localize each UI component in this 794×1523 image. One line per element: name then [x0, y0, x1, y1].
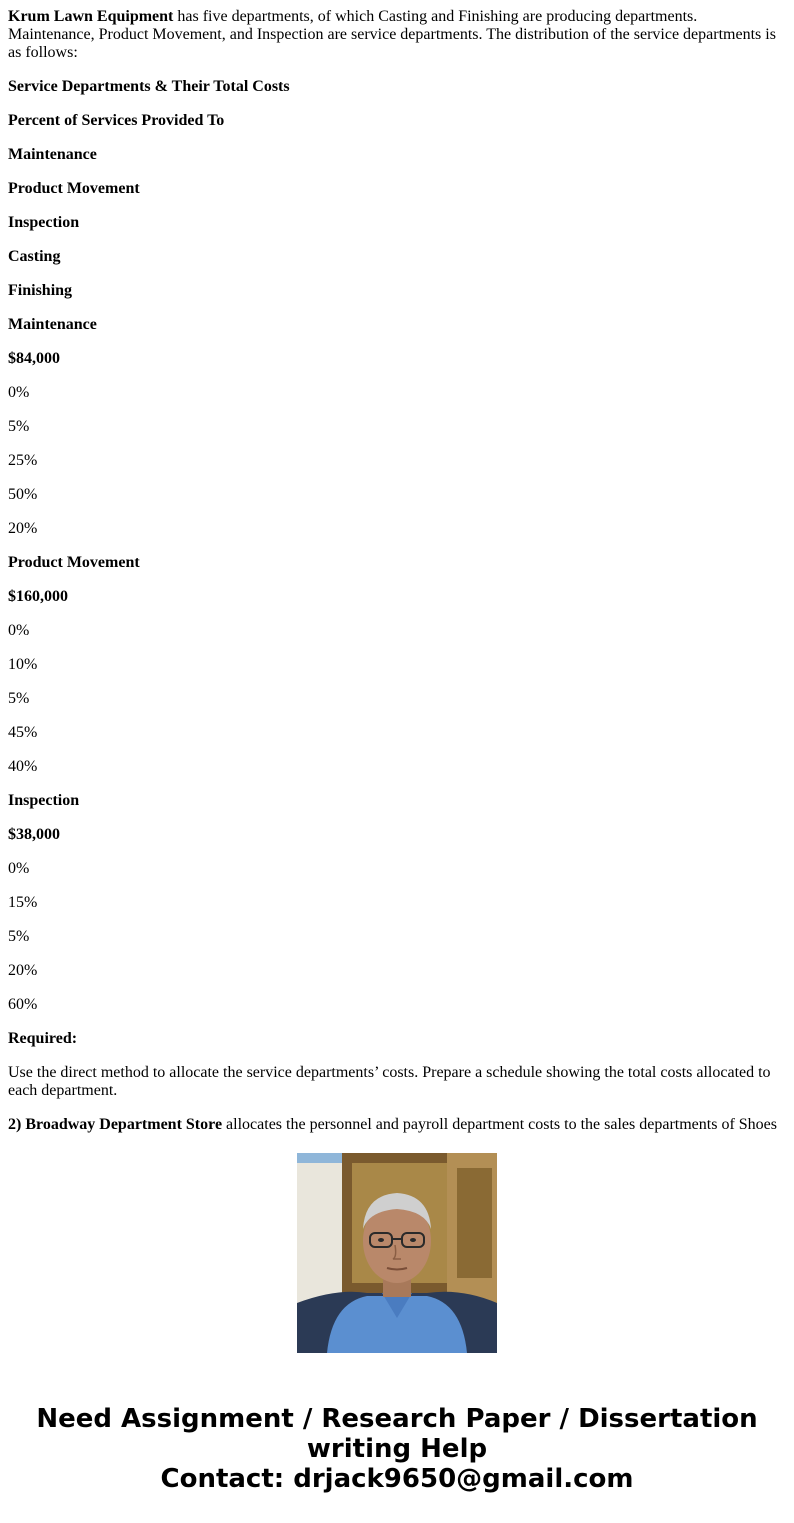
column-header: Maintenance	[8, 146, 97, 163]
next-problem-text: allocates the personnel and payroll department costs to the sales departments of Shoes	[222, 1116, 777, 1133]
row-percent: 0%	[8, 622, 30, 639]
row-percent: 40%	[8, 758, 38, 775]
table-title: Service Departments & Their Total Costs	[8, 78, 290, 95]
column-header: Finishing	[8, 282, 73, 299]
row-percent: 5%	[8, 928, 30, 945]
row-cost: $84,000	[8, 350, 60, 367]
row-percent: 10%	[8, 656, 38, 673]
row-percent: 15%	[8, 894, 38, 911]
author-avatar	[297, 1153, 497, 1353]
row-cost: $38,000	[8, 826, 60, 843]
column-header: Casting	[8, 248, 61, 265]
row-percent: 5%	[8, 418, 30, 435]
next-problem-paragraph	[8, 1116, 778, 1134]
next-company-name: Broadway Department Store	[25, 1116, 223, 1133]
row-percent: 60%	[8, 996, 38, 1013]
banner-contact: Contact: drjack9650@gmail.com	[160, 1464, 634, 1494]
intro-paragraph	[8, 8, 778, 62]
row-dept-name: Product Movement	[8, 554, 140, 571]
company-name: Krum Lawn Equipment	[8, 8, 174, 25]
problem-number: 2)	[8, 1116, 22, 1133]
row-percent: 0%	[8, 384, 30, 401]
row-percent: 45%	[8, 724, 38, 741]
row-percent: 50%	[8, 486, 38, 503]
document-body	[8, 8, 778, 1133]
required-text: Use the direct method to allocate the service departments’ costs. Prepare a schedule showing the total costs allocated to each department.	[8, 1064, 771, 1099]
row-percent: 0%	[8, 860, 30, 877]
row-dept-name: Maintenance	[8, 316, 97, 333]
row-dept-name: Inspection	[8, 792, 80, 809]
column-header: Product Movement	[8, 180, 140, 197]
row-percent: 20%	[8, 520, 38, 537]
row-percent: 25%	[8, 452, 38, 469]
row-percent: 20%	[8, 962, 38, 979]
intro-text: has five departments, of which Casting and Finishing are producing departments. Maintenance, Product Movement, and Inspection are service departments. The distribution of the service departments is as follows:	[8, 8, 776, 61]
required-label: Required:	[8, 1030, 78, 1047]
column-header: Inspection	[8, 214, 80, 231]
banner-line-1: Need Assignment / Research Paper / Dissertation	[36, 1404, 758, 1434]
table-subtitle: Percent of Services Provided To	[8, 112, 225, 129]
help-banner	[0, 1404, 794, 1494]
banner-line-2: writing Help	[306, 1434, 488, 1464]
row-percent: 5%	[8, 690, 30, 707]
row-cost: $160,000	[8, 588, 68, 605]
